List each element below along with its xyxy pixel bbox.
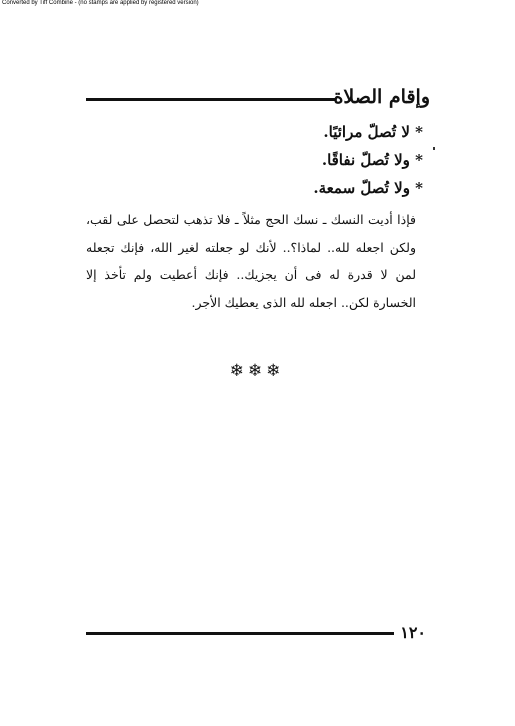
bullet-list <box>123 118 423 202</box>
stray-mark <box>433 147 435 150</box>
header-rule <box>86 98 336 101</box>
body-paragraph: فإذا أديت النسك ـ نسك الحج مثلاً ـ فلا تذهب لتحصل على لقب، ولكن اجعله لله.. لماذا؟.. لأنك لو جعلته لغير الله، فإنك تجعله لمن لا قدرة له فى أن يجزيك.. فإنك أعطيت ولم تأخذ إلا الخسارة لكن.. اجعله لله الذى يعطيك الأجر. <box>86 212 416 310</box>
page-number: ١٢٠ <box>400 623 426 642</box>
page-footer <box>86 622 430 644</box>
footer-rule <box>86 632 394 635</box>
section-ornament: ❄❄❄ <box>229 361 285 381</box>
bullet-item: * ولا تُصلّ سمعة. <box>313 179 423 197</box>
bullet-item: * لا تُصلّ مرائيًا. <box>323 123 423 141</box>
chapter-header <box>86 86 430 108</box>
bullet-item: * ولا تُصلّ نفاقًا. <box>321 151 423 169</box>
chapter-title: وإقام الصلاة <box>333 86 430 108</box>
converter-watermark: Converted by Tiff Combine - (no stamps are applied by registered version) <box>2 0 199 6</box>
